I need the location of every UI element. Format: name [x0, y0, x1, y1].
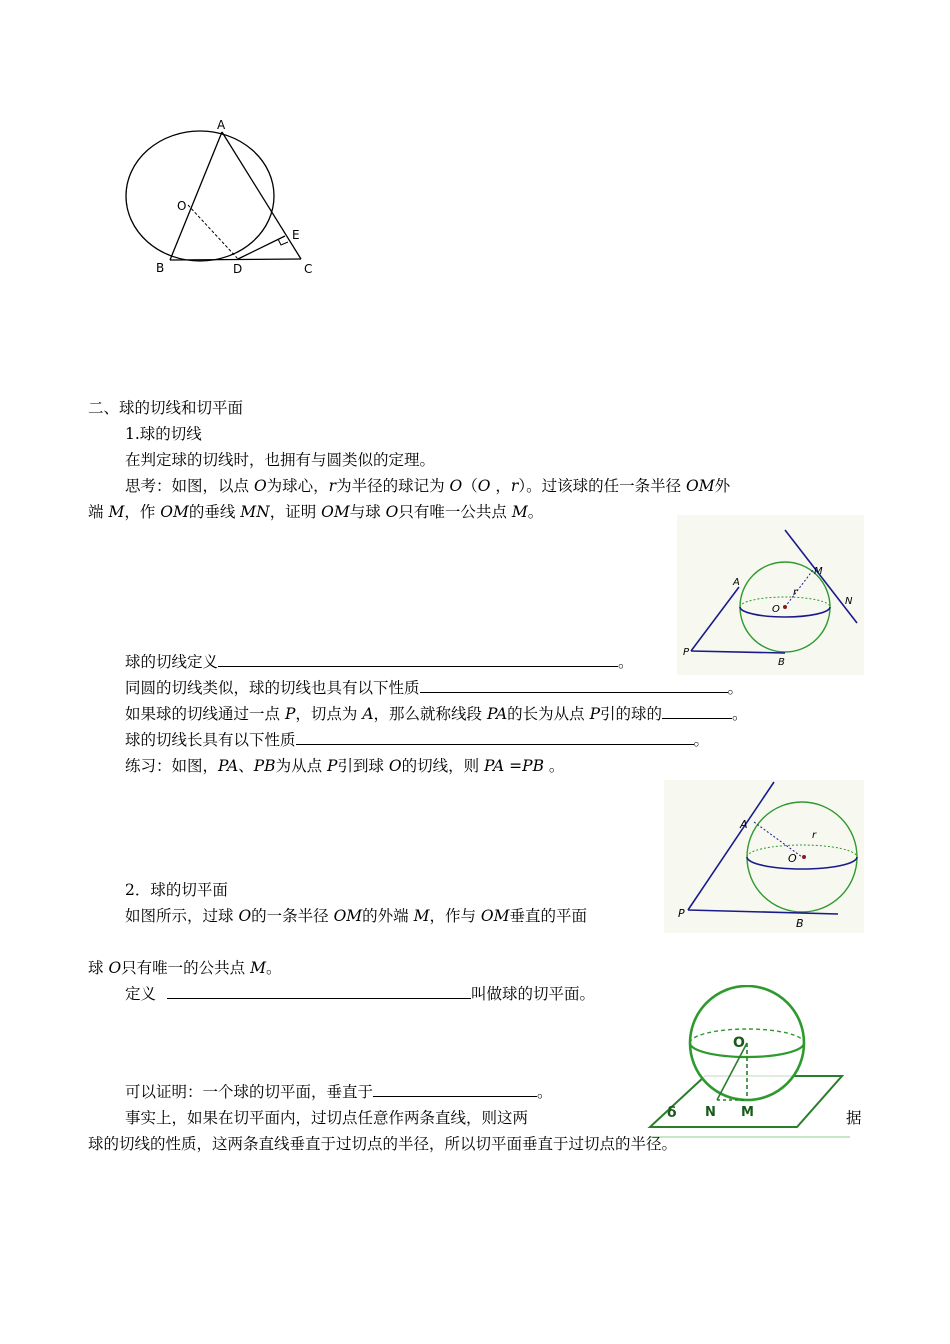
label-p: P — [678, 907, 685, 920]
figure-sphere-tangent-lines — [677, 515, 864, 675]
subheading-tangent-plane: 2．球的切平面 — [125, 881, 228, 899]
exercise-line: 练习：如图，PA、PB为从点 P引到球 O的切线，则 PA =PB 。 — [125, 757, 565, 775]
segment-ac — [222, 132, 301, 259]
label-d: D — [233, 262, 243, 276]
plane-line-2: 球 O只有唯一的公共点 M。 — [88, 959, 282, 977]
segment-bc — [170, 259, 301, 260]
label-p: P — [683, 647, 690, 658]
length-property-line: 球的切线长具有以下性质 。 — [125, 731, 710, 749]
answer-blank[interactable] — [373, 1082, 537, 1097]
label-b: B — [796, 917, 804, 930]
fact-line-2: 球的切线的性质，这两条直线垂直于过切点的半径，所以切平面垂直于过切点的半径。 — [88, 1135, 678, 1153]
prove-line: 可以证明：一个球的切平面，垂直于 。 — [125, 1083, 553, 1101]
answer-blank[interactable] — [218, 652, 618, 667]
right-angle-mark — [278, 239, 288, 245]
label-n: N — [845, 596, 853, 607]
paragraph-intro: 在判定球的切线时，也拥有与圆类似的定理。 — [125, 451, 436, 469]
label-r: r — [812, 830, 817, 841]
circle — [126, 131, 274, 261]
label-o: O — [177, 199, 187, 213]
label-o: O — [733, 1035, 745, 1051]
plane-line-1: 如图所示，过球 O的一条半径 OM的外端 M，作与 OM垂直的平面 — [125, 907, 588, 925]
figure-sphere-tangent-pa-pb — [664, 780, 864, 933]
answer-blank[interactable] — [296, 730, 694, 745]
center-dot — [802, 855, 806, 859]
label-m: M — [814, 566, 823, 577]
label-a: A — [733, 577, 740, 588]
center-dot — [783, 605, 787, 609]
segment-ab — [170, 132, 222, 260]
section-heading: 二、球的切线和切平面 — [88, 399, 244, 417]
answer-blank[interactable] — [662, 704, 732, 719]
answer-blank[interactable] — [167, 984, 471, 999]
figure-sphere-tangent-plane — [645, 985, 860, 1143]
label-e: E — [292, 228, 300, 242]
label-c: C — [304, 262, 313, 276]
subheading-tangent-line: 1.球的切线 — [125, 425, 202, 443]
label-o: O — [788, 852, 797, 865]
tangent-length-line: 如果球的切线通过一点 P，切点为 A，那么就称线段 PA的长为从点 P引的球的 。 — [125, 705, 748, 723]
label-a: A — [217, 118, 226, 132]
fact-line-1-tail: 据 — [846, 1109, 862, 1127]
think-line-1: 思考：如图，以点 O为球心，r为半径的球记为 O（O ，r）。过该球的任一条半径 OM外 — [125, 477, 731, 495]
label-o: O — [772, 604, 780, 615]
fact-line-1: 事实上，如果在切平面内，过切点任意作两条直线，则这两 — [125, 1109, 529, 1127]
property-line: 同圆的切线类似，球的切线也具有以下性质 。 — [125, 679, 744, 697]
def-plane-line: 定义 叫做球的切平面。 — [125, 985, 595, 1003]
label-delta: δ — [667, 1105, 677, 1121]
label-r: r — [793, 587, 798, 598]
def-tangent-line: 球的切线定义 。 — [125, 653, 634, 671]
think-line-2: 端 M，作 OM的垂线 MN，证明 OM与球 O只有唯一公共点 M。 — [88, 503, 544, 521]
answer-blank[interactable] — [420, 678, 728, 693]
label-m: M — [741, 1105, 754, 1120]
label-a: A — [740, 818, 748, 831]
figure-circle-triangle — [118, 112, 328, 282]
label-n: N — [705, 1105, 716, 1120]
label-b: B — [156, 261, 165, 275]
label-b: B — [778, 657, 785, 668]
segment-od — [188, 205, 238, 259]
